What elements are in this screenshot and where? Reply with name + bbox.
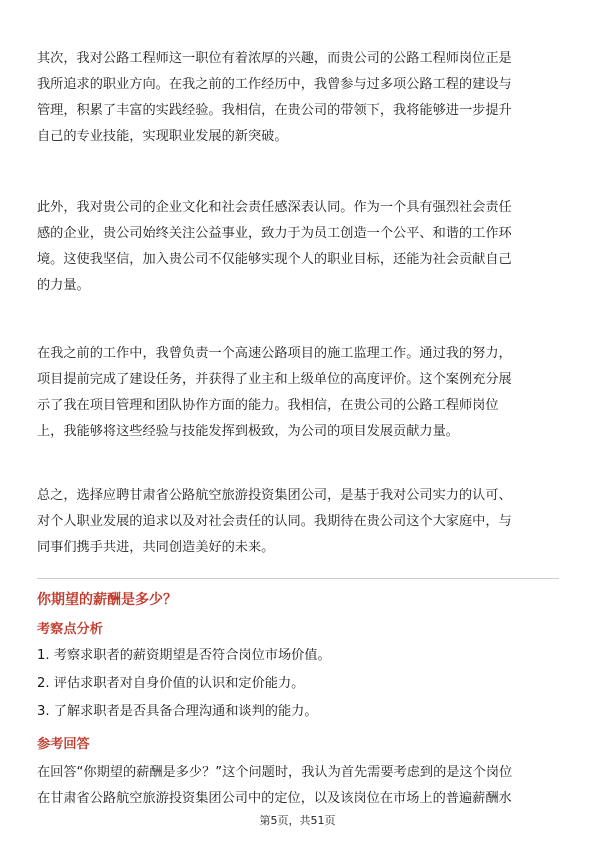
page-number-footer: 第5页，共51页 [259,814,336,827]
analysis-item: 2. 评估求职者对自身价值的认识和定价能力。 [37,676,305,691]
paragraph-line: 感的企业，贵公司始终关注公益事业，致力于为员工创造一个公平、和谐的工作环 [37,226,512,241]
paragraph-line: 此外，我对贵公司的企业文化和社会责任感深表认同。作为一个具有强烈社会责任 [37,200,512,215]
paragraph-line: 在我之前的工作中，我曾负责一个高速公路项目的施工监理工作。通过我的努力， [37,346,512,361]
paragraph-line: 总之，选择应聘甘肃省公路航空旅游投资集团公司，是基于我对公司实力的认可、 [37,488,512,503]
answer-line: 在回答“你期望的薪酬是多少？”这个问题时，我认为首先需要考虑到的是这个岗位 [37,765,513,780]
analysis-item: 3. 了解求职者是否具备合理沟通和谈判的能力。 [37,704,318,719]
paragraph-experience [37,341,559,445]
section-divider [37,578,559,579]
paragraph-line: 对个人职业发展的追求以及对社会责任的认同。我期待在贵公司这个大家庭中，与 [37,514,512,529]
paragraph-conclusion [37,483,559,561]
paragraph-interest [37,46,559,150]
paragraph-line: 管理，积累了丰富的实践经验。我相信，在贵公司的带领下，我将能够进一步提升 [37,103,512,118]
question-title: 你期望的薪酬是多少？ [37,592,177,608]
analysis-item: 1. 考察求职者的薪资期望是否符合岗位市场价值。 [37,648,331,663]
paragraph-line: 项目提前完成了建设任务，并获得了业主和上级单位的高度评价。这个案例充分展 [37,372,512,387]
answer-line: 在甘肃省公路航空旅游投资集团公司中的定位，以及该岗位在市场上的普遍薪酬水 [37,791,512,806]
answer-heading: 参考回答 [37,737,90,752]
paragraph-line: 自己的专业技能，实现职业发展的新突破。 [37,129,288,144]
paragraph-line: 境。这使我坚信，加入贵公司不仅能够实现个人的职业目标，还能为社会贡献自己 [37,252,512,267]
paragraph-culture [37,195,559,299]
paragraph-line: 上，我能够将这些经验与技能发挥到极致，为公司的项目发展贡献力量。 [37,424,459,439]
paragraph-line: 的力量。 [37,278,90,293]
paragraph-line: 示了我在项目管理和团队协作方面的能力。我相信，在贵公司的公路工程师岗位 [37,398,499,413]
paragraph-line: 我所追求的职业方向。在我之前的工作经历中，我曾参与过多项公路工程的建设与 [37,77,512,92]
paragraph-line: 其次，我对公路工程师这一职位有着浓厚的兴趣，而贵公司的公路工程师岗位正是 [37,51,512,66]
analysis-heading: 考察点分析 [37,622,103,637]
answer-paragraph [37,760,559,812]
paragraph-line: 同事们携手共进，共同创造美好的未来。 [37,540,275,555]
